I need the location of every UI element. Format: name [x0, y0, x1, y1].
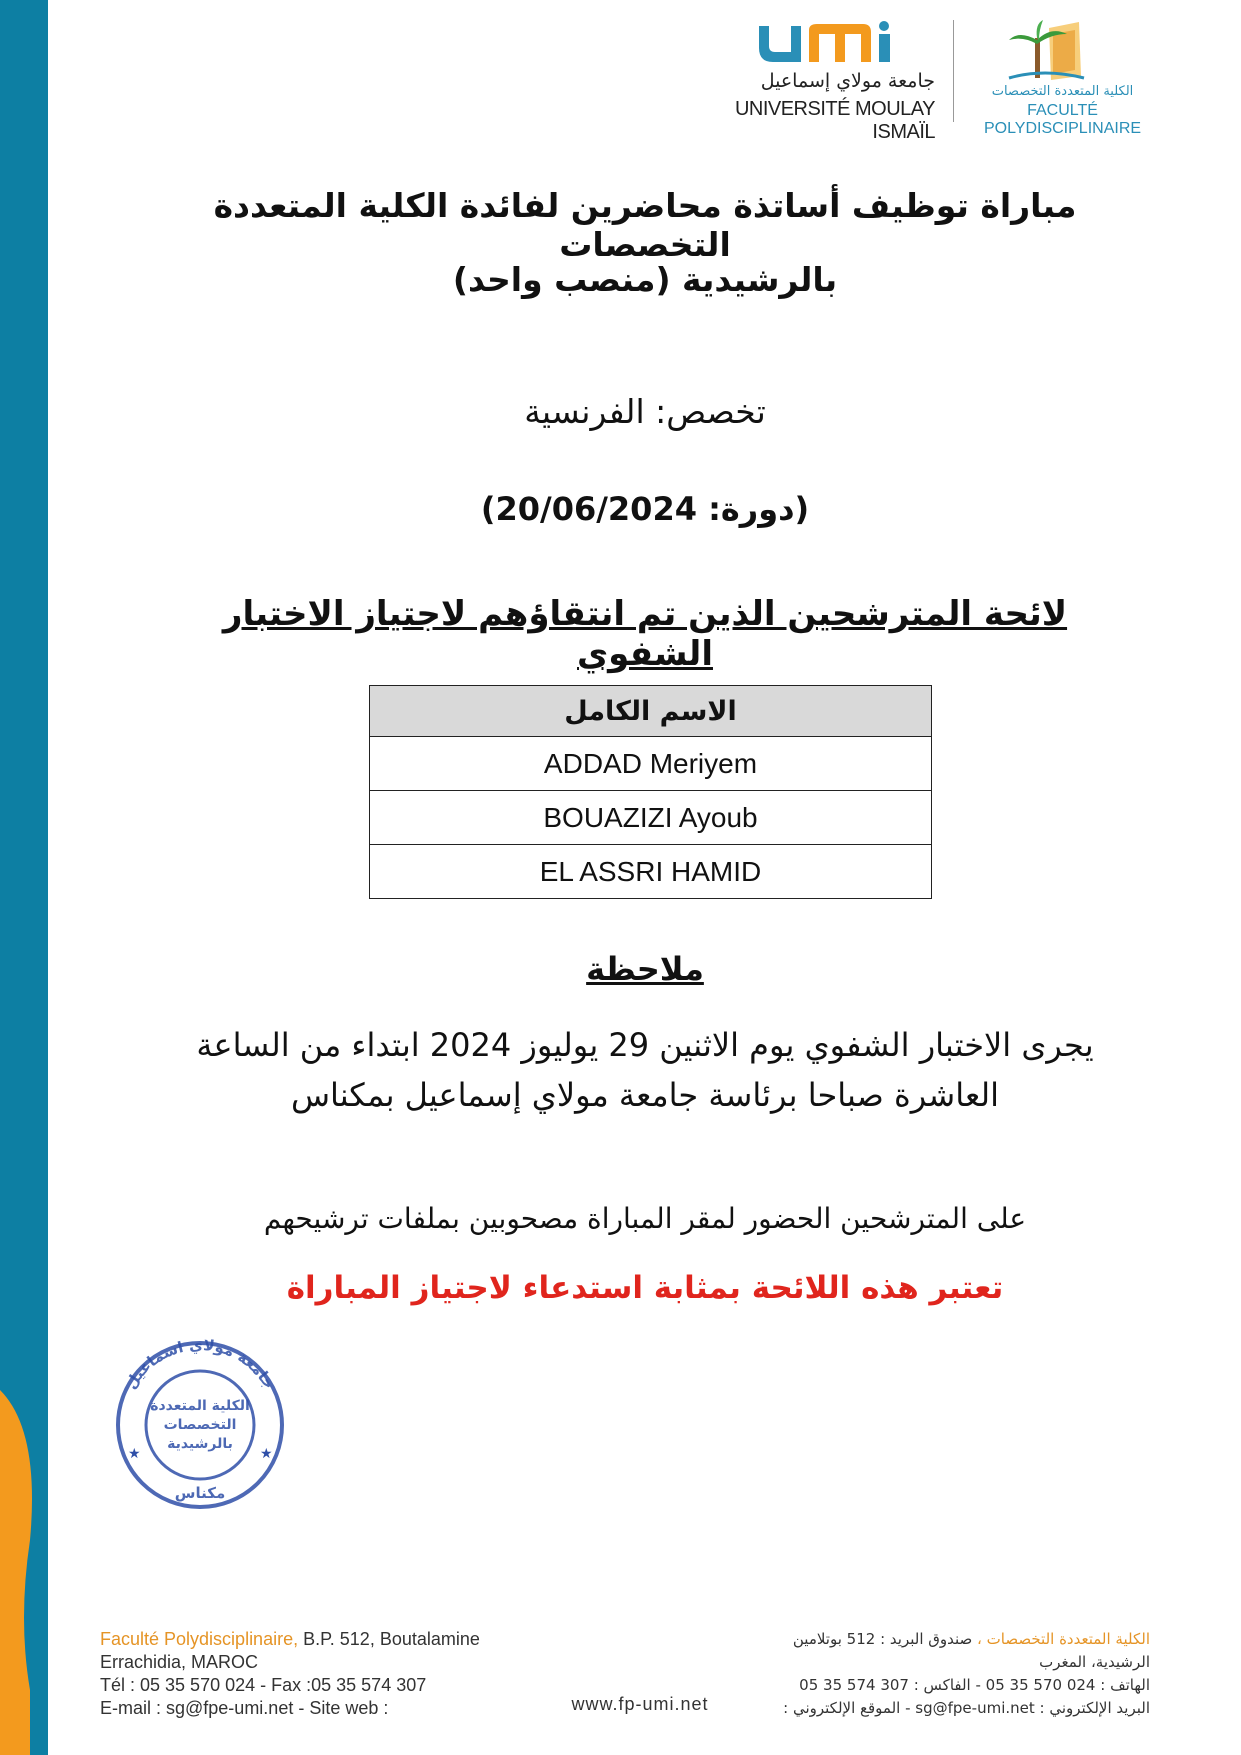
orange-decorative-shape: [0, 1390, 48, 1755]
footer-city-ar: الرشيدية، المغرب: [1039, 1653, 1150, 1671]
faculty-logo: [975, 18, 1150, 137]
faculty-arabic-name: الكلية المتعددة التخصصات: [991, 84, 1134, 99]
full-name-header: الاسم الكامل: [370, 686, 932, 737]
umi-logo: [725, 20, 940, 143]
note-line-1: يجرى الاختبار الشفوي يوم الاثنين 29 يوليوز 2024 ابتداء من الساعة: [196, 1026, 1094, 1064]
logo-divider: [953, 20, 954, 122]
document-title-line-1: مباراة توظيف أساتذة محاضرين لفائدة الكلية المتعددة التخصصات: [213, 186, 1077, 264]
footer-phone-fr: Tél : 05 35 570 024 - Fax :05 35 574 307: [100, 1675, 427, 1695]
candidate-name: ADDAD Meriyem: [370, 737, 932, 791]
umi-french-name: UNIVERSITÉ MOULAY ISMAÏL: [734, 98, 935, 143]
table-row: [370, 737, 932, 791]
svg-text:جامعة مولاي اسماعيل: [122, 1336, 279, 1392]
note-body: [180, 1020, 1110, 1120]
stamp-ring-text: جامعة مولاي اسماعيل: [121, 1335, 279, 1393]
footer-faculty-fr: Faculté Polydisciplinaire,: [100, 1629, 299, 1649]
candidate-name: EL ASSRI HAMID: [370, 845, 932, 899]
stamp-center-line-2: التخصصات: [163, 1417, 237, 1433]
stamp-bottom-text: مكناس: [174, 1484, 226, 1502]
faculty-french-name: FACULTÉ POLYDISCIPLINAIRE: [983, 102, 1142, 137]
palm-tree-icon: [989, 18, 1099, 84]
footer-website-link[interactable]: www.fp-umi.net: [571, 1694, 709, 1714]
table-row: [370, 845, 932, 899]
list-title: لائحة المترشحين الذين تم انتقاؤهم لاجتياز الاختبار الشفوي: [222, 594, 1068, 674]
note-title: ملاحظة: [586, 950, 704, 988]
table-row: [370, 791, 932, 845]
candidates-table: [369, 685, 932, 899]
note-line-2: العاشرة صباحا برئاسة جامعة مولاي إسماعيل بمكناس: [290, 1076, 1000, 1114]
stamp-star-icon: ★: [128, 1446, 141, 1462]
stamp-center-line-1: الكلية المتعددة: [150, 1398, 250, 1414]
footer-email-fr: E-mail : sg@fpe-umi.net - Site web :: [100, 1698, 389, 1718]
footer-faculty-ar: الكلية المتعددة التخصصات ،: [977, 1630, 1150, 1648]
footer-phone-ar: الهاتف : 024 570 35 05 - الفاكس : 307 574 35 05: [799, 1676, 1150, 1694]
stamp-center-line-3: بالرشيدية: [167, 1436, 233, 1452]
specialty: تخصص: الفرنسية: [524, 392, 766, 431]
umi-arabic-name: جامعة مولاي إسماعيل: [760, 70, 935, 92]
umi-logo-mark: [755, 20, 935, 66]
candidate-name: BOUAZIZI Ayoub: [370, 791, 932, 845]
footer-city-fr: Errachidia, MAROC: [100, 1652, 259, 1672]
stamp-star-icon: ★: [260, 1446, 273, 1462]
summons-notice: تعتبر هذه اللائحة بمثابة استدعاء لاجتياز المباراة: [286, 1270, 1004, 1306]
footer-right: [770, 1628, 1150, 1720]
footer-address-fr: B.P. 512, Boutalamine: [298, 1629, 480, 1649]
official-stamp: [100, 1330, 300, 1510]
footer-left: [100, 1628, 570, 1720]
session-date: (دورة: 20/06/2024): [480, 490, 810, 528]
footer-address-ar: صندوق البريد : 512 بوتلامين: [792, 1630, 978, 1648]
footer-email-ar: البريد الإلكتروني : sg@fpe-umi.net - الموقع الإلكتروني :: [783, 1699, 1150, 1717]
attendance-notice: على المترشحين الحضور لمقر المباراة مصحوبين بملفات ترشيحهم: [263, 1202, 1027, 1235]
table-header-row: [370, 686, 932, 737]
document-title-line-2: بالرشيدية (منصب واحد): [452, 260, 838, 299]
